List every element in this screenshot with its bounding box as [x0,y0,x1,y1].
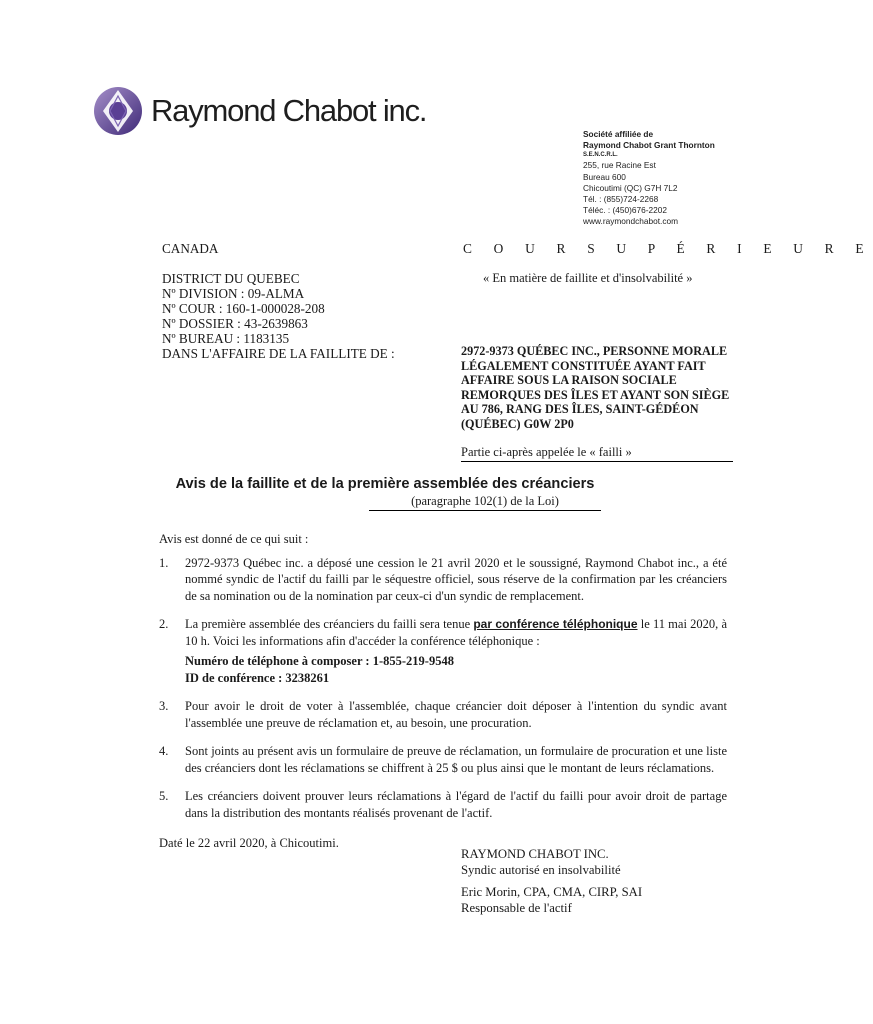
firm-affiliation-2: Raymond Chabot Grant Thornton [583,140,715,151]
list-item [159,788,727,821]
notice-intro: Avis est donné de ce qui suit : [159,532,309,546]
list-item [159,698,727,731]
item-text: Les créanciers doivent prouver leurs réclamations à l'égard de l'actif du failli pour avoir droit de partage dans la distribution des montants réalisés provenant de l'actif. [185,789,727,820]
logo-text: Raymond Chabot inc. [151,93,427,128]
trustee-role: Syndic autorisé en insolvabilité [461,863,621,878]
file-number: Nº DOSSIER : 43-2639863 [162,316,308,331]
firm-address-3: Chicoutimi (QC) G7H 7L2 [583,182,678,193]
list-item [159,743,727,776]
company-logo [93,86,426,136]
firm-affiliation-1: Société affiliée de [583,129,654,139]
case-header [162,241,325,346]
firm-website: www.raymondchabot.com [583,216,678,227]
signatory-name: Eric Morin, CPA, CMA, CIRP, SAI [461,884,643,899]
item-number: 5. [159,789,169,803]
item-text-part-a: La première assemblée des créanciers du failli sera tenue [185,617,474,631]
item-number: 1. [159,555,169,570]
teleconference-emphasis: par conférence téléphonique [473,617,638,631]
item-number: 3. [159,699,169,713]
court-name: C O U R S U P É R I E U R E [463,241,873,256]
notice-subtitle: (paragraphe 102(1) de la Loi) [369,494,601,511]
trustee-firm: RAYMOND CHABOT INC. [461,847,609,861]
firm-address-block [583,129,715,228]
firm-phone: Tél. : (855)724-2268 [583,194,659,205]
item-text [185,616,727,686]
signatory-title: Responsable de l'actif [461,901,572,916]
debtor-designation: Partie ci-après appelée le « failli » [461,445,733,462]
district: DISTRICT DU QUEBEC [162,271,300,286]
matter-label: « En matière de faillite et d'insolvabilité » [483,271,693,285]
logo-mark-icon [93,86,143,136]
notice-body [159,531,727,852]
division-number: Nº DIVISION : 09-ALMA [162,286,305,301]
firm-address-1: 255, rue Racine Est [583,160,656,171]
notice-title: Avis de la faillite et de la première assemblée des créanciers [175,476,595,492]
phone-number-line: Numéro de téléphone à composer : 1-855-219-9548 [185,654,454,668]
firm-address-2: Bureau 600 [583,171,626,182]
firm-legal-form: S.E.N.C.R.L. [583,152,618,159]
country: CANADA [162,241,219,256]
item-number: 4. [159,744,169,758]
firm-fax: Téléc. : (450)676-2202 [583,205,667,216]
office-number: Nº BUREAU : 1183135 [162,331,290,346]
date-line: Daté le 22 avril 2020, à Chicoutimi. [159,836,339,850]
item-text: Pour avoir le droit de voter à l'assemblée, chaque créancier doit déposer à l'intention du syndic avant l'assemblée une preuve de réclamation et, au besoin, une procuration. [185,699,727,730]
list-item [159,616,727,686]
in-the-matter-label: DANS L'AFFAIRE DE LA FAILLITE DE : [162,346,395,361]
item-text: 2972-9373 Québec inc. a déposé une cession le 21 avril 2020 et le soussigné, Raymond Chabot inc., a été nommé syndic de l'actif du failli par le séquestre officiel, sous réserve de la confirmation par les créanciers de sa nomination ou de la nomination par ceux-ci d'un syndic de remplacement. [185,555,727,603]
signature-block [461,846,642,917]
debtor-name: 2972-9373 QUÉBEC INC., PERSONNE MORALE LÉGALEMENT CONSTITUÉE AYANT FAIT AFFAIRE SOUS LA RAISON SOCIALE REMORQUES DES ÎLES ET AYANT SON SIÈGE AU 786, RANG DES ÎLES, SAINT-GÉDÉON (QUÉBEC) G0W 2P0 [461,344,730,431]
list-item [159,555,727,605]
conference-id-line: ID de conférence : 3238261 [185,670,330,685]
court-number: Nº COUR : 160-1-000028-208 [162,301,325,316]
item-text: Sont joints au présent avis un formulaire de preuve de réclamation, un formulaire de procuration et une liste des créanciers dont les réclamations se chiffrent à 25 $ ou plus ainsi que le montant de leurs réclamations. [185,744,727,775]
item-text-part-b: le 11 mai 2020, à 10 h. Voici les informations afin d'accéder la conférence téléphonique : [185,617,727,648]
item-number: 2. [159,617,169,631]
